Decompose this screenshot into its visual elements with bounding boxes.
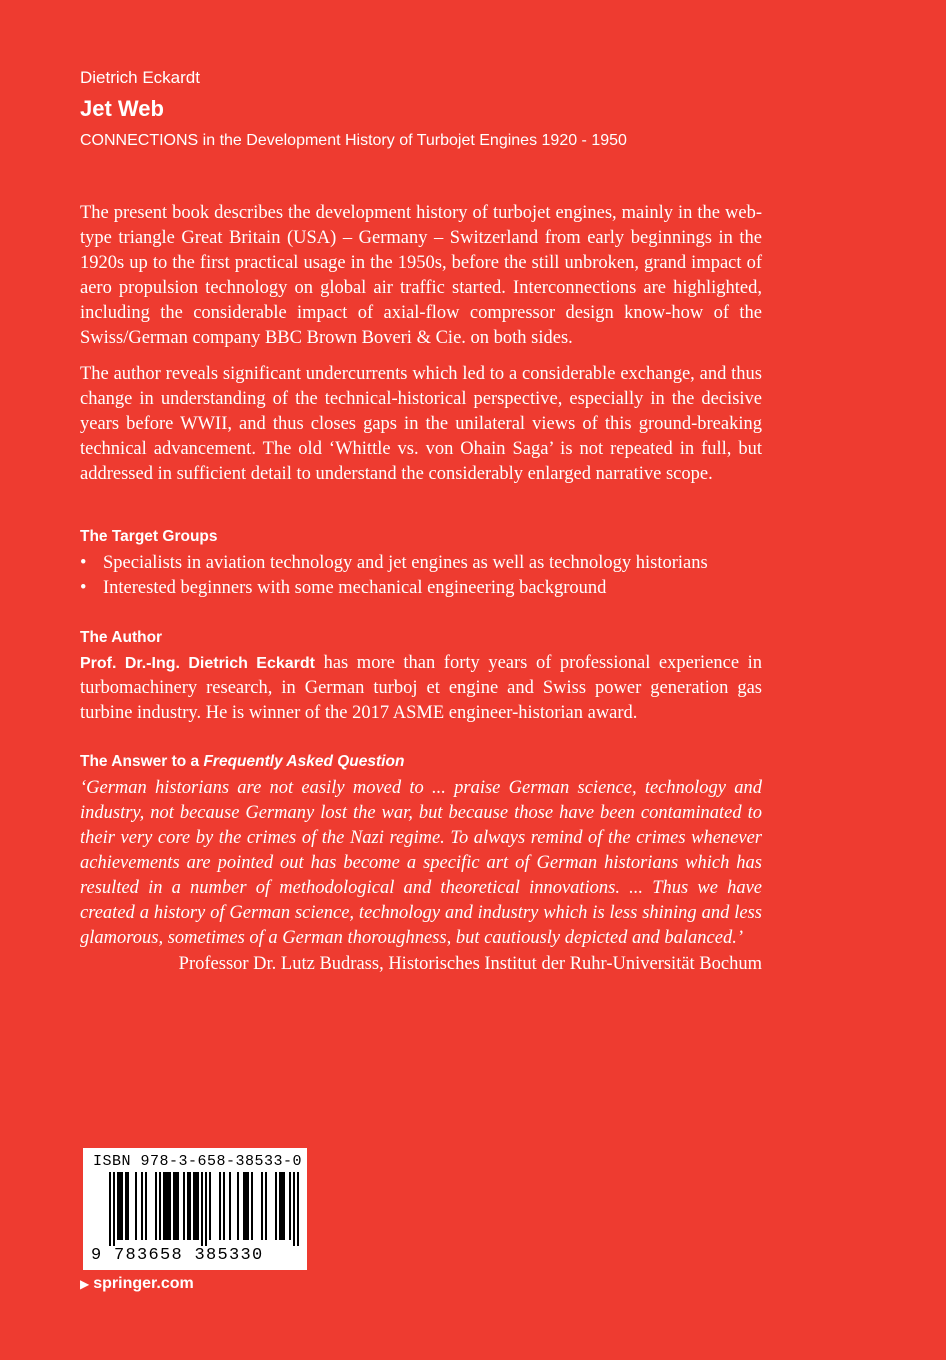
barcode-guard-bar bbox=[297, 1172, 299, 1246]
barcode-bar bbox=[169, 1172, 171, 1240]
bullet-icon: • bbox=[80, 553, 87, 573]
isbn-barcode bbox=[83, 1148, 307, 1270]
description-paragraph: The present book describes the development history of turbojet engines, mainly in the web-type triangle Great Britain (USA) – Germany – Switzerland from early beginnings in the 1920s up to the first practical usage in the 1950s, before the still unbroken, grand impact of aero propulsion technology on global air traffic started. Interconnections are highlighted, including the considerable impact of axial-flow compressor design know-how of the Swiss/German company BBC Brown Boveri & Cie. on both sides. bbox=[80, 203, 762, 348]
barcode-bar bbox=[159, 1172, 161, 1240]
barcode-bar bbox=[243, 1172, 245, 1240]
barcode-bar bbox=[167, 1172, 169, 1240]
barcode-guard-bar bbox=[113, 1172, 115, 1246]
bullet-icon: • bbox=[80, 578, 87, 598]
book-subtitle: CONNECTIONS in the Development History of Turbojet Engines 1920 - 1950 bbox=[80, 132, 627, 149]
barcode-bar bbox=[189, 1172, 191, 1240]
book-title: Jet Web bbox=[80, 96, 164, 121]
barcode-bar bbox=[175, 1172, 177, 1240]
ean-digits: 9 783658 385330 bbox=[91, 1246, 264, 1265]
barcode-bar bbox=[195, 1172, 197, 1240]
target-groups-list bbox=[80, 551, 780, 601]
isbn-number: ISBN 978-3-658-38533-0 bbox=[93, 1153, 303, 1170]
barcode-bar bbox=[283, 1172, 285, 1240]
barcode-bar bbox=[163, 1172, 165, 1240]
barcode-bar bbox=[155, 1172, 157, 1240]
barcode-bar bbox=[177, 1172, 179, 1240]
barcode-bar bbox=[265, 1172, 267, 1240]
barcode-bar bbox=[229, 1172, 231, 1240]
author-bio-name: Prof. Dr.-Ing. Dietrich Eckardt bbox=[80, 655, 315, 672]
author-heading: The Author bbox=[80, 629, 163, 646]
barcode-bar bbox=[127, 1172, 129, 1240]
list-item: • Specialists in aviation technology and jet engines as well as technology historians bbox=[80, 551, 780, 576]
barcode-bar bbox=[173, 1172, 175, 1240]
barcode-bar bbox=[281, 1172, 283, 1240]
barcode-bar bbox=[125, 1172, 127, 1240]
barcode-bar bbox=[119, 1172, 121, 1240]
barcode-guard-bar bbox=[205, 1172, 207, 1246]
barcode-bar bbox=[251, 1172, 253, 1240]
barcode-bar bbox=[117, 1172, 119, 1240]
barcode-bar bbox=[245, 1172, 247, 1240]
author-bio-text: has more than forty years of professional experience in turbomachinery research, in German turboj et engine and Swiss power generation gas turbine industry. He is winner of the 2017 ASME engineer-historian award. bbox=[80, 653, 762, 723]
author-name: Dietrich Eckardt bbox=[80, 68, 200, 87]
barcode-bar bbox=[223, 1172, 225, 1240]
barcode-bar bbox=[165, 1172, 167, 1240]
faq-quote: ‘German historians are not easily moved to ... praise German science, technology and industry, not because Germany lost the war, but because those have been contaminated to their very core by the crimes of the Nazi regime. To always remind of the crimes whenever achievements are pointed out has become a specific art of German historians which has resulted in a number of methodological and theoretical innovations. ... Thus we have created a history of German science, technology and industry which is less shining and less glamorous, sometimes of a German thoroughness, but cautiously depicted and balanced.’ bbox=[80, 778, 762, 948]
barcode-guard-bar bbox=[201, 1172, 203, 1246]
barcode-bar bbox=[261, 1172, 263, 1240]
barcode-bar bbox=[247, 1172, 249, 1240]
publisher-link[interactable]: ▶ springer.com bbox=[80, 1275, 194, 1292]
faq-heading: The Answer to a Frequently Asked Question bbox=[80, 753, 405, 770]
description-paragraph: The author reveals significant undercurrents which led to a considerable exchange, and thus change in understanding of the technical-historical perspective, especially in the decisive years before WWII, and thus closes gaps in the unilateral views of this ground-breaking technical advancement. The old ‘Whittle vs. von Ohain Saga’ is not repeated in full, but addressed in sufficient detail to understand the considerably enlarged narrative scope. bbox=[80, 364, 762, 484]
barcode-guard-bar bbox=[109, 1172, 111, 1246]
target-groups-heading: The Target Groups bbox=[80, 528, 218, 545]
barcode-bar bbox=[209, 1172, 211, 1240]
barcode-bar bbox=[197, 1172, 199, 1240]
barcode-bar bbox=[279, 1172, 281, 1240]
barcode-bar bbox=[289, 1172, 291, 1240]
barcode-bar bbox=[141, 1172, 143, 1240]
quote-attribution: Professor Dr. Lutz Budrass, Historisches Institut der Ruhr-Universität Bochum bbox=[178, 954, 762, 974]
author-bio bbox=[80, 651, 762, 726]
barcode-bar bbox=[275, 1172, 277, 1240]
barcode-guard-bar bbox=[293, 1172, 295, 1246]
barcode-bar bbox=[183, 1172, 185, 1240]
barcode-bar bbox=[135, 1172, 137, 1240]
barcode-bar bbox=[187, 1172, 189, 1240]
triangle-right-icon: ▶ bbox=[80, 1277, 90, 1291]
barcode-bar bbox=[219, 1172, 221, 1240]
barcode-bar bbox=[145, 1172, 147, 1240]
barcode-bars bbox=[91, 1172, 299, 1246]
barcode-bar bbox=[121, 1172, 123, 1240]
barcode-bar bbox=[193, 1172, 195, 1240]
barcode-bar bbox=[237, 1172, 239, 1240]
list-item: • Interested beginners with some mechanical engineering background bbox=[80, 576, 780, 601]
